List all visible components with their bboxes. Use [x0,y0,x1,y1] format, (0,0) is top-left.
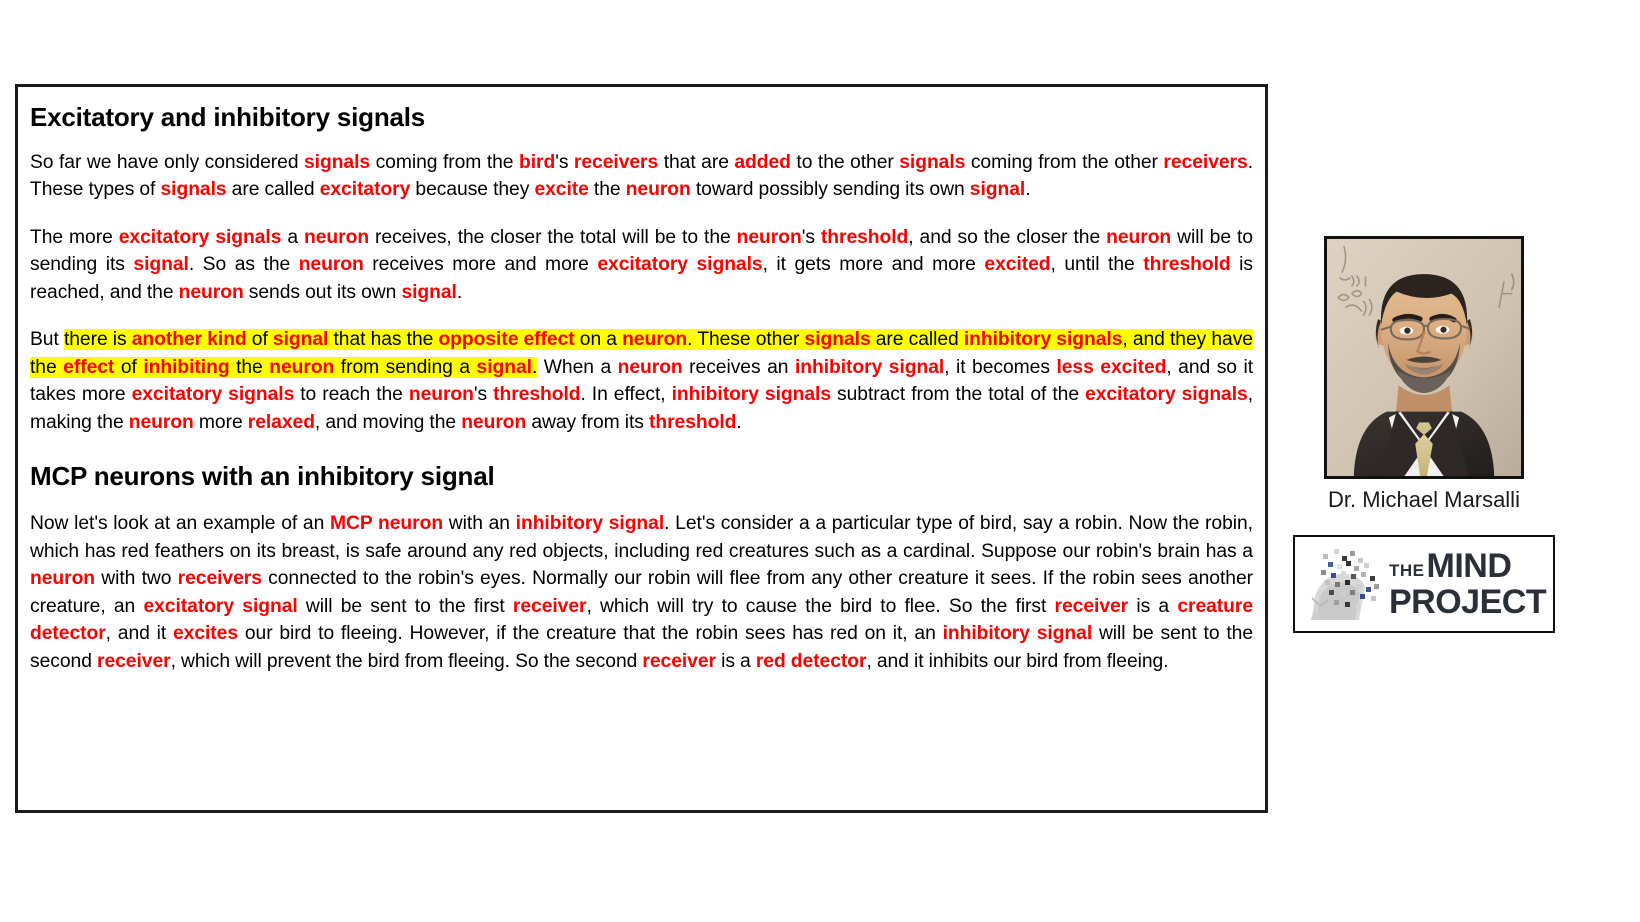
content-panel [15,84,1268,813]
key-term: receivers [177,568,262,590]
sidebar-right-column [1283,236,1565,633]
pixelated-head-icon [1301,546,1387,622]
key-term: signals [304,151,371,173]
key-term: red detector [755,650,867,672]
highlighted-text: that has the [328,329,439,351]
key-term: relaxed [247,411,315,433]
key-term: neuron [617,356,683,378]
key-term: signals [804,329,871,351]
logo-wordmark [1387,547,1547,622]
paragraph-threshold-buildup: The more excitatory signals a neuron receives, the closer the total will be to the neuron's threshold, and so the closer the neuron will be to sending its signal. So as the neuron receives more and more excitatory signals, it gets more and more excited, until the threshold is reached, and the neuron sends out its own signal. [30,226,1253,303]
key-term: signals [160,179,227,201]
key-term: threshold [648,411,737,433]
key-term: excitatory signal [143,595,298,617]
key-term: excitatory signals [1085,384,1248,406]
key-term: neuron [128,411,194,433]
key-term: signal [969,179,1026,201]
key-term: inhibitory signal [942,623,1093,645]
pixel-head-svg [1301,546,1387,622]
key-term: neuron [461,411,527,433]
key-term: signal [272,329,329,351]
key-term: neuron [304,226,370,248]
key-term: inhibiting [143,356,230,378]
key-term: excites [172,623,239,645]
key-term: opposite effect [438,329,575,351]
key-term: excitatory signals [118,226,282,248]
key-term: threshold [493,384,581,406]
key-term: neuron [736,226,802,248]
key-term: neuron [269,356,335,378]
key-term: receivers [1163,151,1248,173]
logo-word-mind: MIND [1426,547,1512,586]
portrait-caption: Dr. Michael Marsalli [1328,487,1520,512]
highlighted-text: the [229,356,270,378]
key-term: signals [899,151,966,173]
key-term: effect [63,356,115,378]
key-term: excitatory [319,179,411,201]
key-term: neuron [622,329,688,351]
key-term: threshold [820,226,909,248]
key-term: excite [534,179,589,201]
key-term: MCP neuron [329,513,444,535]
highlighted-text: are called [870,329,964,351]
logo-word-project: PROJECT [1389,583,1547,622]
portrait-illustration [1327,239,1521,476]
key-term: excitatory signals [597,254,763,276]
key-term: receiver [512,595,587,617]
key-term: inhibitory signal [515,513,665,535]
key-term: creature detector [30,595,1254,645]
key-term: neuron [1106,226,1172,248]
key-term: inhibitory signals [671,384,832,406]
key-term: neuron [178,281,244,303]
key-term: bird [518,151,556,173]
key-term: signal [133,254,189,276]
key-term: signal [401,281,457,303]
key-term: receiver [1054,595,1129,617]
paragraph-inhibitory-definition-highlighted: But there is another kind of signal that has the opposite effect on a neuron. These other signals are called inhibitory signals, and they have the effect of inhibiting the neuron from sending a signal. When a neuron receives an inhibitory signal, it becomes less excited, and so it takes more excitatory signals to reach the neuron's threshold. In effect, inhibitory signals subtract from the total of the excitatory signals, making the neuron more relaxed, and moving the neuron away from its threshold. [30,329,1254,433]
key-term: threshold [1143,254,1231,276]
key-term: added [734,151,791,173]
key-term: neuron [408,384,474,406]
key-term: inhibitory signal [794,356,945,378]
highlighted-text: . These other [687,329,805,351]
key-term: neuron [625,179,691,201]
key-term: receiver [96,650,171,672]
paragraph-robin-example: Now let's look at an example of an MCP neuron with an inhibitory signal. Let's consider a a particular type of bird, say a robin. Now the robin, which has red feathers on its breast, is safe around any red objects, including red creatures such as a cardinal. Suppose our robin's brain has a neuron with two receivers connected to the robin's eyes. Normally our robin will flee from any other creature it sees. If the robin sees another creature, an excitatory signal will be sent to the first receiver, which will try to cause the bird to flee. So the first receiver is a creature detector, and it excites our bird to fleeing. However, if the creature that the robin sees has red on it, an inhibitory signal will be sent to the second receiver, which will prevent the bird from fleeing. So the second receiver is a red detector, and it inhibits our bird from fleeing. [30,513,1254,672]
key-term: signal [476,356,532,378]
portrait-photo [1324,236,1524,479]
key-term: neuron [298,254,364,276]
paragraph-excitatory-definition: So far we have only considered signals coming from the bird's receivers that are added to the other signals coming from the other receivers. These types of signals are called excitatory because they excite the neuron toward possibly sending its own signal. [30,151,1253,201]
key-term: receivers [573,151,659,173]
key-term: another kind [131,329,247,351]
key-term: neuron [30,568,96,590]
highlighted-text: from sending a [334,356,477,378]
highlighted-text: of [246,329,273,351]
key-term: less excited [1056,356,1167,378]
key-term: excited [984,254,1051,276]
highlighted-text: on a [574,329,623,351]
mind-project-logo [1293,535,1555,633]
highlighted-text: . [531,356,538,378]
highlighted-text: , and they have the [30,329,1253,378]
logo-word-the: THE [1389,561,1425,581]
key-term: inhibitory signals [963,329,1123,351]
highlighted-text: of [114,356,144,378]
key-term: excitatory signals [131,384,295,406]
section-heading-mcp-neurons: MCP neurons with an inhibitory signal [30,461,495,492]
section-heading-excitatory-inhibitory: Excitatory and inhibitory signals [30,102,426,132]
key-term: receiver [642,650,716,672]
highlighted-text: there is [63,329,132,351]
